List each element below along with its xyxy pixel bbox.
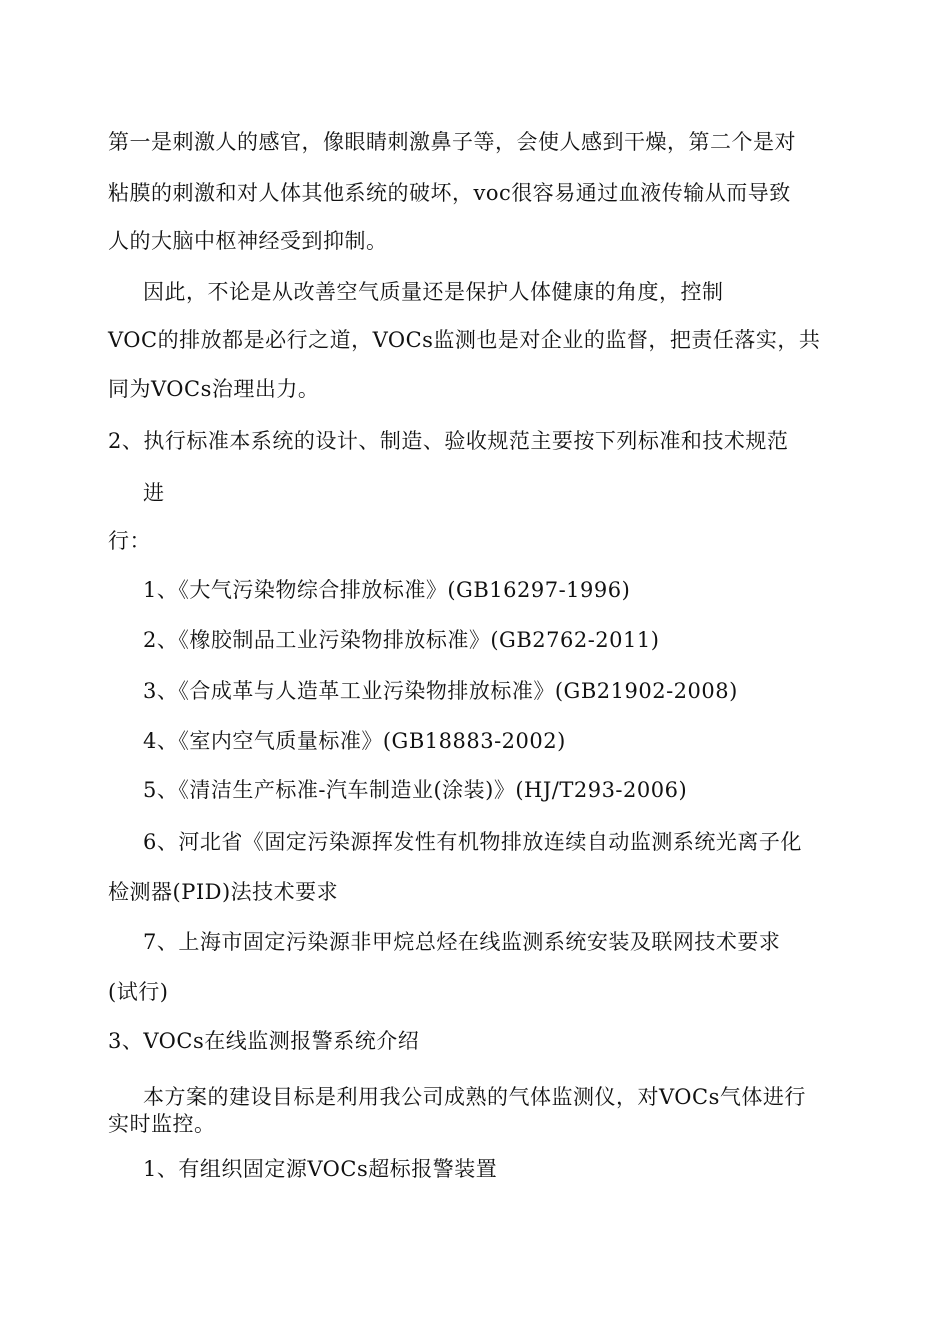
- standard-item-cont: 检测器(PID)法技术要求: [108, 880, 339, 904]
- subsection-heading: 1、有组织固定源VOCs超标报警装置: [143, 1157, 498, 1181]
- paragraph-line: 人的大脑中枢神经受到抑制。: [108, 229, 388, 253]
- standard-item: 1、《大气污染物综合排放标准》(GB16297-1996): [143, 578, 631, 602]
- paragraph-line: VOC的排放都是必行之道，VOCs监测也是对企业的监督，把责任落实，共: [108, 328, 821, 352]
- standard-item: 2、《橡胶制品工业污染物排放标准》(GB2762-2011): [143, 628, 660, 652]
- section-heading-2-cont: 行：: [108, 529, 151, 553]
- standard-item: 6、河北省《固定污染源挥发性有机物排放连续自动监测系统光离子化: [143, 830, 802, 854]
- paragraph-line: 因此，不论是从改善空气质量还是保护人体健康的角度，控制: [143, 280, 724, 304]
- paragraph-line: 实时监控。: [108, 1112, 216, 1136]
- section-heading-3: 3、VOCs在线监测报警系统介绍: [108, 1029, 420, 1053]
- section-heading-2-cont: 进: [143, 481, 165, 505]
- paragraph-line: 本方案的建设目标是利用我公司成熟的气体监测仪，对VOCs气体进行: [143, 1085, 806, 1109]
- paragraph-line: 同为VOCs治理出力。: [108, 377, 320, 401]
- standard-item: 4、《室内空气质量标准》(GB18883-2002): [143, 729, 566, 753]
- paragraph-line: 第一是刺激人的感官，像眼睛刺激鼻子等，会使人感到干燥，第二个是对: [108, 130, 796, 154]
- standard-item-cont: (试行): [108, 980, 169, 1004]
- standard-item: 7、上海市固定污染源非甲烷总烃在线监测系统安装及联网技术要求: [143, 930, 781, 954]
- section-heading-2: 2、执行标准本系统的设计、制造、验收规范主要按下列标准和技术规范: [108, 429, 789, 453]
- standard-item: 3、《合成革与人造革工业污染物排放标准》(GB21902-2008): [143, 679, 738, 703]
- paragraph-line: 粘膜的刺激和对人体其他系统的破坏，voc很容易通过血液传输从而导致: [108, 181, 791, 205]
- standard-item: 5、《清洁生产标准-汽车制造业(涂装)》(HJ/T293-2006): [143, 778, 688, 802]
